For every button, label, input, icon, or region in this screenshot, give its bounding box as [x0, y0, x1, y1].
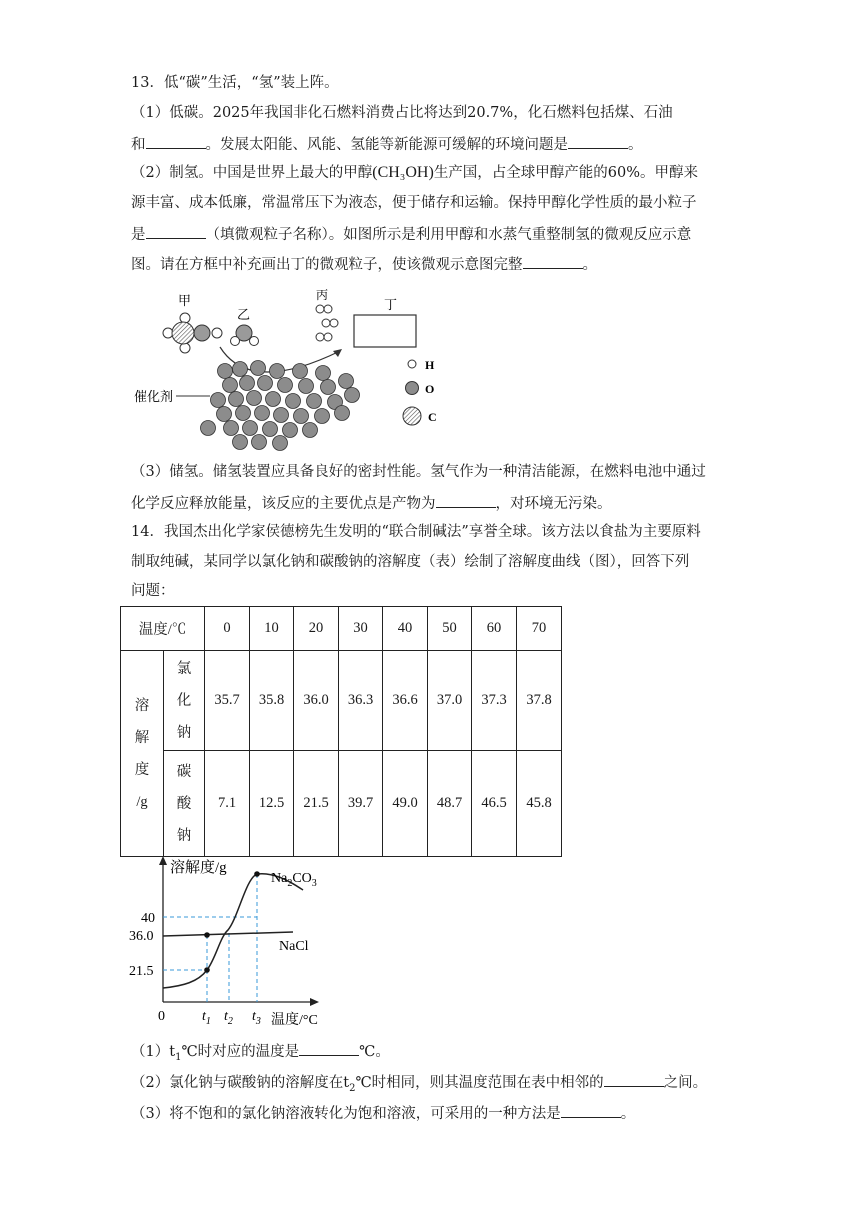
text: 1 — [205, 1016, 211, 1027]
temp-cell: 40 — [383, 607, 428, 651]
text: 。发展太阳能、风能、氢能等新能源可缓解的环境问题是 — [205, 137, 568, 153]
label-yi: 乙 — [237, 307, 251, 322]
text: 溶 — [134, 697, 150, 714]
value-cell: 49.0 — [383, 751, 428, 857]
text: 钠 — [176, 724, 192, 741]
text: ℃时对应的温度是 — [181, 1044, 300, 1060]
text: 。 — [582, 257, 597, 273]
answer-blank[interactable] — [604, 1071, 664, 1087]
x-axis-label: 温度/°C — [271, 1013, 318, 1028]
ytick-21-5: 21.5 — [129, 964, 154, 979]
text: 1 — [175, 1051, 182, 1063]
temp-cell: 10 — [250, 607, 294, 651]
solubility-table — [120, 606, 562, 857]
text: 2 — [227, 1016, 233, 1027]
value-cell: 7.1 — [205, 751, 250, 857]
text: 酸 — [176, 795, 192, 812]
solubility-curve — [128, 852, 338, 1032]
q13-part1-line1: （1）低碳。2025年我国非化石燃料消费占比将达到20.7%，化石燃料包括煤、石油 — [131, 105, 673, 121]
text: （2）制氢。中国是世界上最大的甲醇 — [131, 165, 373, 181]
reaction-diagram — [130, 285, 460, 455]
value-cell: 48.7 — [428, 751, 472, 857]
solubility-group-label — [121, 651, 164, 857]
text: 氯 — [176, 660, 192, 677]
label-jia: 甲 — [178, 293, 192, 308]
text: /g — [136, 793, 148, 810]
xtick-t3 — [252, 1009, 261, 1027]
guide-lines — [163, 874, 257, 1002]
methanol-formula: (CH₃OH) — [372, 164, 434, 181]
methanol-molecule — [163, 313, 222, 353]
table-row — [121, 751, 562, 857]
q13-part2-line1 — [131, 163, 698, 183]
point-t1-na2co3 — [204, 967, 210, 973]
text: 解 — [134, 729, 150, 746]
answer-blank[interactable] — [523, 253, 583, 269]
q13-part3-line1: （3）储氢。储氢装置应具备良好的密封性能。氢气作为一种清洁能源，在燃料电池中通过 — [131, 464, 706, 480]
q14-sub2 — [131, 1071, 707, 1099]
nacl-line — [163, 932, 293, 936]
row-name-na2co3 — [164, 751, 205, 857]
legend-o: O — [425, 382, 435, 396]
series-label-nacl: NaCl — [279, 939, 309, 954]
value-cell: 45.8 — [517, 751, 562, 857]
text: CO — [292, 871, 312, 886]
q13-part1-line2 — [131, 133, 643, 155]
text: ℃。 — [359, 1044, 390, 1060]
text: 2 — [287, 878, 293, 889]
value-cell: 36.6 — [383, 651, 428, 751]
answer-blank[interactable] — [436, 492, 496, 508]
text: 碳 — [176, 763, 192, 780]
q13-part2-line2: 源丰富、成本低廉，常温常压下为液态，便于储存和运输。保持甲醇化学性质的最小粒子 — [131, 195, 697, 211]
text: t — [202, 1009, 206, 1024]
q14-line3: 问题： — [131, 583, 175, 599]
y-axis-label: 溶解度/g — [170, 860, 227, 876]
answer-blank[interactable] — [299, 1040, 359, 1056]
value-cell: 37.3 — [472, 651, 517, 751]
q13-part2-line3 — [131, 223, 691, 245]
temp-cell: 30 — [339, 607, 383, 651]
text: 之间。 — [663, 1075, 708, 1091]
hydrogen-molecules — [316, 305, 338, 341]
q14-sub3 — [131, 1102, 635, 1124]
value-cell: 35.7 — [205, 651, 250, 751]
q13-part2-line4 — [131, 253, 597, 275]
text: （填微观粒子名称）。如图所示是利用甲醇和水蒸气重整制氢的微观反应示意 — [205, 227, 692, 243]
table-header-row — [121, 607, 562, 651]
label-catalyst: 催化剂 — [134, 389, 174, 404]
water-molecule — [231, 325, 259, 346]
origin-label: 0 — [158, 1009, 165, 1024]
answer-blank[interactable] — [146, 223, 206, 239]
q14-sub1 — [131, 1040, 390, 1068]
text: Na — [271, 871, 288, 886]
text: ，对环境无污染。 — [495, 496, 612, 512]
text: 。 — [628, 137, 643, 153]
answer-blank[interactable] — [568, 133, 628, 149]
value-cell: 36.3 — [339, 651, 383, 751]
q14-line2: 制取纯碱，某同学以氯化钠和碳酸钠的溶解度（表）绘制了溶解度曲线（图），回答下列 — [131, 554, 690, 570]
text: t — [224, 1009, 228, 1024]
text: 钠 — [176, 827, 192, 844]
temp-cell: 70 — [517, 607, 562, 651]
catalyst-particles — [201, 361, 360, 451]
temp-cell: 50 — [428, 607, 472, 651]
value-cell: 36.0 — [294, 651, 339, 751]
point-t3-na2co3 — [254, 871, 260, 877]
na2co3-curve — [163, 874, 303, 988]
temp-cell: 20 — [294, 607, 339, 651]
ytick-40: 40 — [141, 911, 155, 926]
legend-c: C — [428, 410, 437, 424]
x-axis-arrow — [310, 998, 319, 1006]
text: 化 — [176, 692, 192, 709]
header-temp-label: 温度/℃ — [121, 607, 205, 651]
table-row — [121, 651, 562, 751]
row-name-nacl — [164, 651, 205, 751]
text: 度 — [134, 761, 150, 778]
q14-line1: 14．我国杰出化学家侯德榜先生发明的“联合制碱法”享誉全球。该方法以食盐为主要原料 — [131, 524, 701, 540]
temp-cell: 60 — [472, 607, 517, 651]
value-cell: 37.0 — [428, 651, 472, 751]
q13-part3-line2 — [131, 492, 612, 514]
y-axis-arrow — [159, 856, 167, 865]
text: 生产国，占全球甲醇产能的60%。甲醇来 — [433, 165, 699, 181]
value-cell: 21.5 — [294, 751, 339, 857]
arrow-head — [333, 349, 342, 357]
value-cell: 37.8 — [517, 651, 562, 751]
answer-blank[interactable] — [146, 133, 206, 149]
q13-title: 13．低“碳”生活，“氢”装上阵。 — [131, 75, 339, 91]
legend-h: H — [425, 358, 435, 372]
particle-legend — [403, 358, 437, 425]
value-cell: 35.8 — [250, 651, 294, 751]
text: 2 — [349, 1082, 356, 1094]
series-label-na2co3 — [271, 871, 317, 889]
text: 3 — [255, 1016, 261, 1027]
text: 图。请在方框中补充画出丁的微观粒子，使该微观示意图完整 — [131, 257, 523, 273]
xtick-t2 — [224, 1009, 233, 1027]
ding-answer-box[interactable] — [354, 315, 416, 347]
value-cell: 46.5 — [472, 751, 517, 857]
point-t1-nacl — [204, 932, 210, 938]
text: ℃时相同，则其温度范围在表中相邻的 — [355, 1075, 604, 1091]
text: 是 — [131, 227, 146, 243]
temp-cell: 0 — [205, 607, 250, 651]
text: 3 — [311, 878, 317, 889]
label-bing: 丙 — [316, 288, 329, 302]
text: 和 — [131, 137, 146, 153]
answer-blank[interactable] — [561, 1102, 621, 1118]
text: 。 — [620, 1106, 636, 1122]
text: t — [252, 1009, 256, 1024]
text: （3）将不饱和的氯化钠溶液转化为饱和溶液，可采用的一种方法是 — [131, 1106, 561, 1122]
text: （1）t — [131, 1044, 176, 1060]
value-cell: 39.7 — [339, 751, 383, 857]
ytick-36: 36.0 — [129, 929, 154, 944]
text: 化学反应释放能量，该反应的主要优点是产物为 — [131, 496, 436, 512]
text: （2）氯化钠与碳酸钠的溶解度在t — [131, 1075, 350, 1091]
value-cell: 12.5 — [250, 751, 294, 857]
xtick-t1 — [202, 1009, 211, 1027]
label-ding: 丁 — [384, 297, 398, 312]
